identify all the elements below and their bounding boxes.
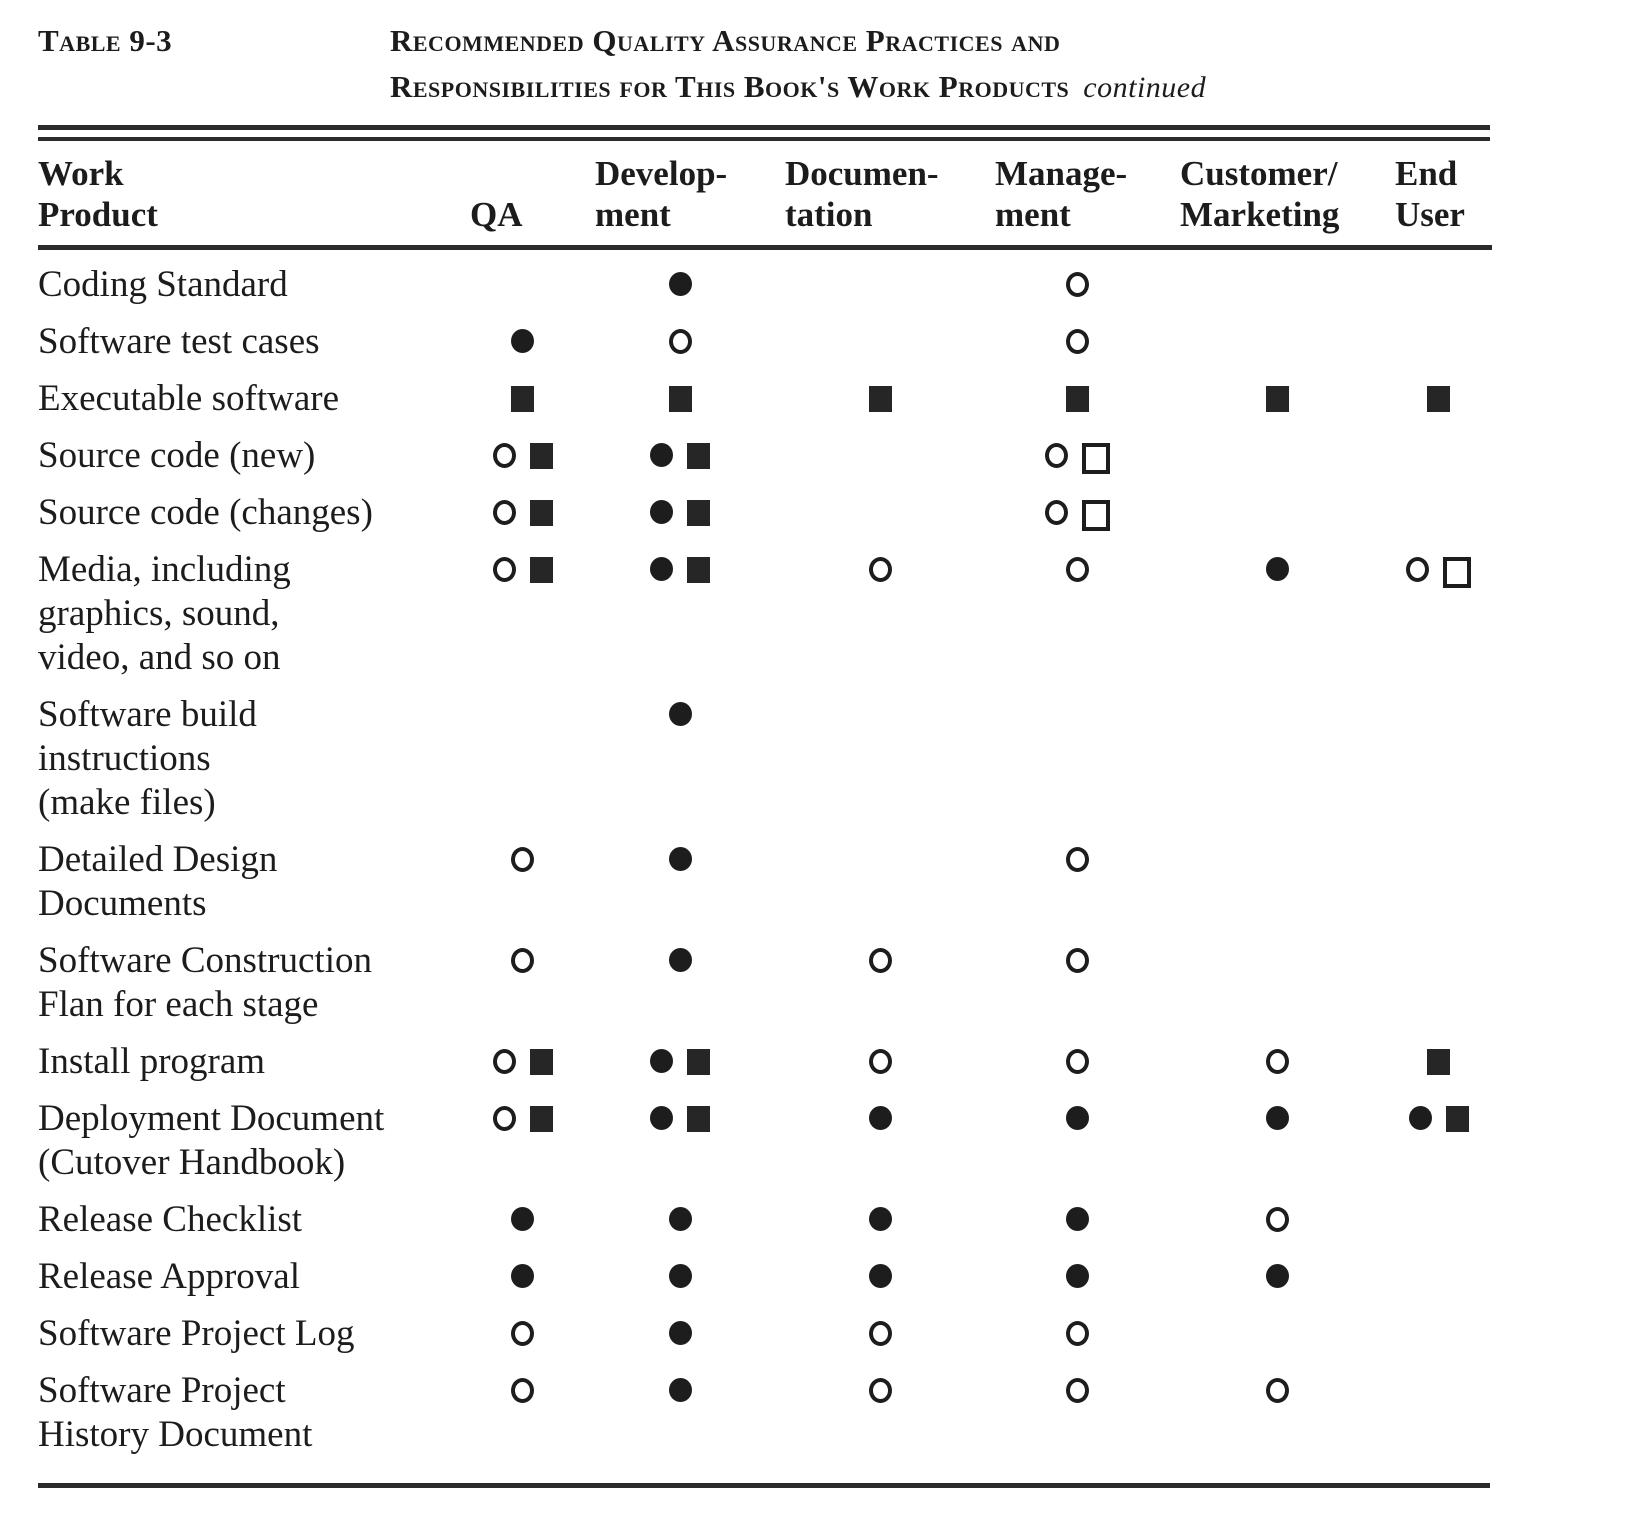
- filled-square-icon: [687, 1049, 710, 1075]
- responsibility-cell: [1385, 1356, 1492, 1457]
- open-circle-icon: [869, 557, 892, 582]
- responsibility-cell: [775, 1242, 985, 1299]
- filled-square-icon: [530, 1049, 553, 1075]
- open-circle-icon: [493, 557, 516, 582]
- responsibility-cell: [460, 364, 585, 421]
- responsibility-cell: [775, 926, 985, 1027]
- responsibility-cell: [585, 1185, 775, 1242]
- table-row: [38, 535, 1492, 680]
- open-circle-icon: [1066, 272, 1089, 297]
- open-circle-icon: [1266, 1378, 1289, 1403]
- work-product-cell: Software test cases: [38, 321, 320, 362]
- filled-square-icon: [687, 1106, 710, 1132]
- filled-circle-icon: [1266, 557, 1289, 581]
- column-header-end-user: End User: [1385, 141, 1492, 248]
- work-product-cell: Release Checklist: [38, 1199, 303, 1240]
- responsibility-cell: [1170, 825, 1385, 926]
- responsibility-cell: [775, 248, 985, 308]
- responsibility-cell: [1385, 825, 1492, 926]
- responsibility-cell: [460, 1084, 585, 1185]
- work-product-cell: Media, including graphics, sound, video, and so on: [38, 549, 291, 678]
- filled-square-icon: [530, 443, 553, 469]
- filled-square-icon: [1266, 386, 1289, 412]
- filled-circle-icon: [511, 329, 534, 353]
- table-title-line2: Responsibilities for This Book's Work Products continued: [390, 69, 1207, 104]
- responsibility-cell: [460, 1356, 585, 1457]
- filled-circle-icon: [1066, 1106, 1089, 1130]
- work-product-cell: Release Approval: [38, 1256, 300, 1297]
- work-product-cell: Source code (changes): [38, 492, 373, 533]
- responsibility-cell: [1170, 1084, 1385, 1185]
- responsibility-cell: [585, 825, 775, 926]
- table-row: [38, 825, 1492, 926]
- open-circle-icon: [1066, 948, 1089, 973]
- responsibility-cell: [1385, 680, 1492, 825]
- responsibility-cell: [1385, 248, 1492, 308]
- table-row: [38, 364, 1492, 421]
- responsibility-cell: [985, 1027, 1170, 1084]
- responsibility-cell: [585, 1299, 775, 1356]
- filled-square-icon: [530, 1106, 553, 1132]
- filled-circle-icon: [669, 1378, 692, 1402]
- filled-circle-icon: [869, 1264, 892, 1288]
- column-header-customer-marketing: Customer/ Marketing: [1170, 141, 1385, 248]
- table-title-line1: Recommended Quality Assurance Practices and: [390, 23, 1061, 58]
- work-product-cell: Software build instructions (make files): [38, 694, 257, 823]
- filled-circle-icon: [669, 1207, 692, 1231]
- responsibility-cell: [985, 1185, 1170, 1242]
- responsibility-cell: [985, 248, 1170, 308]
- responsibility-cell: [775, 1356, 985, 1457]
- filled-circle-icon: [650, 1106, 673, 1130]
- open-circle-icon: [493, 1106, 516, 1131]
- responsibility-cell: [985, 1084, 1170, 1185]
- responsibility-cell: [460, 926, 585, 1027]
- open-circle-icon: [1045, 500, 1068, 525]
- responsibility-cell: [585, 1242, 775, 1299]
- responsibility-cell: [460, 1027, 585, 1084]
- open-square-icon: [1082, 500, 1110, 531]
- open-circle-icon: [1066, 329, 1089, 354]
- responsibility-cell: [775, 680, 985, 825]
- filled-square-icon: [687, 500, 710, 526]
- responsibility-cell: [585, 680, 775, 825]
- responsibility-cell: [775, 1084, 985, 1185]
- filled-circle-icon: [511, 1207, 534, 1231]
- open-circle-icon: [493, 443, 516, 468]
- responsibility-cell: [1385, 535, 1492, 680]
- responsibility-cell: [585, 1356, 775, 1457]
- responsibility-cell: [1170, 1027, 1385, 1084]
- responsibility-cell: [1385, 926, 1492, 1027]
- filled-square-icon: [869, 386, 892, 412]
- filled-square-icon: [530, 500, 553, 526]
- responsibility-cell: [1170, 478, 1385, 535]
- work-product-cell: Executable software: [38, 378, 339, 419]
- open-circle-icon: [493, 1049, 516, 1074]
- responsibility-cell: [775, 364, 985, 421]
- responsibility-cell: [985, 825, 1170, 926]
- work-product-cell: Software Construction Flan for each stage: [38, 940, 372, 1025]
- responsibility-cell: [1170, 307, 1385, 364]
- top-double-rule: [38, 125, 1490, 141]
- open-circle-icon: [1406, 557, 1429, 582]
- open-circle-icon: [1066, 1049, 1089, 1074]
- responsibility-cell: [985, 364, 1170, 421]
- open-circle-icon: [493, 500, 516, 525]
- open-circle-icon: [869, 1321, 892, 1346]
- open-circle-icon: [669, 329, 692, 354]
- responsibility-cell: [1170, 1356, 1385, 1457]
- table-title: [390, 18, 1206, 111]
- table-row: [38, 680, 1492, 825]
- responsibility-cell: [985, 421, 1170, 478]
- open-circle-icon: [1266, 1049, 1289, 1074]
- responsibility-cell: [1385, 364, 1492, 421]
- table-row: [38, 1242, 1492, 1299]
- responsibility-cell: [775, 825, 985, 926]
- responsibility-cell: [1170, 926, 1385, 1027]
- column-header-qa: QA: [460, 141, 585, 248]
- filled-circle-icon: [1409, 1106, 1432, 1130]
- column-header-documentation: Documen- tation: [775, 141, 985, 248]
- filled-circle-icon: [669, 1321, 692, 1345]
- table-row: [38, 248, 1492, 308]
- responsibility-cell: [1385, 307, 1492, 364]
- responsibility-cell: [460, 1242, 585, 1299]
- responsibility-cell: [1385, 1027, 1492, 1084]
- responsibility-cell: [460, 478, 585, 535]
- column-header-work-product: Work Product: [38, 141, 460, 248]
- filled-square-icon: [1427, 1049, 1450, 1075]
- responsibility-cell: [985, 535, 1170, 680]
- table-row: [38, 1299, 1492, 1356]
- table-row: [38, 307, 1492, 364]
- work-product-cell: Install program: [38, 1041, 266, 1082]
- responsibility-cell: [460, 421, 585, 478]
- responsibility-cell: [985, 1299, 1170, 1356]
- responsibility-cell: [775, 1027, 985, 1084]
- filled-square-icon: [1066, 386, 1089, 412]
- responsibility-cell: [985, 926, 1170, 1027]
- table-row: [38, 1084, 1492, 1185]
- filled-square-icon: [530, 557, 553, 583]
- header-row: [38, 141, 1492, 248]
- work-product-cell: Detailed Design Documents: [38, 839, 278, 924]
- filled-circle-icon: [669, 702, 692, 726]
- open-circle-icon: [511, 1378, 534, 1403]
- open-square-icon: [1443, 557, 1471, 588]
- work-product-cell: Software Project History Document: [38, 1370, 313, 1455]
- open-circle-icon: [869, 1049, 892, 1074]
- responsibility-cell: [585, 421, 775, 478]
- responsibility-cell: [585, 364, 775, 421]
- open-circle-icon: [511, 1321, 534, 1346]
- filled-square-icon: [511, 386, 534, 412]
- filled-circle-icon: [650, 443, 673, 467]
- responsibility-cell: [1170, 248, 1385, 308]
- work-product-cell: Deployment Document (Cutover Handbook): [38, 1098, 385, 1183]
- responsibility-cell: [460, 307, 585, 364]
- responsibility-cell: [585, 1084, 775, 1185]
- responsibility-cell: [460, 535, 585, 680]
- table-row: [38, 1027, 1492, 1084]
- filled-circle-icon: [1266, 1264, 1289, 1288]
- responsibility-cell: [585, 307, 775, 364]
- filled-circle-icon: [669, 1264, 692, 1288]
- filled-circle-icon: [650, 500, 673, 524]
- filled-circle-icon: [669, 847, 692, 871]
- responsibility-cell: [775, 535, 985, 680]
- responsibility-cell: [1170, 421, 1385, 478]
- table-caption: [38, 18, 1490, 111]
- work-product-cell: Source code (new): [38, 435, 316, 476]
- responsibility-cell: [1385, 478, 1492, 535]
- responsibility-cell: [1170, 1299, 1385, 1356]
- filled-square-icon: [687, 557, 710, 583]
- responsibility-cell: [1170, 1185, 1385, 1242]
- responsibility-cell: [585, 1027, 775, 1084]
- responsibility-cell: [585, 535, 775, 680]
- open-circle-icon: [1266, 1207, 1289, 1232]
- filled-square-icon: [687, 443, 710, 469]
- filled-circle-icon: [669, 272, 692, 296]
- responsibility-cell: [985, 1356, 1170, 1457]
- column-header-management: Manage- ment: [985, 141, 1170, 248]
- responsibility-cell: [1170, 364, 1385, 421]
- table-row: [38, 478, 1492, 535]
- filled-square-icon: [1427, 386, 1450, 412]
- work-product-cell: Coding Standard: [38, 264, 288, 305]
- responsibility-cell: [460, 680, 585, 825]
- table-row: [38, 1356, 1492, 1457]
- open-circle-icon: [1066, 847, 1089, 872]
- open-square-icon: [1082, 443, 1110, 474]
- responsibility-cell: [1385, 421, 1492, 478]
- filled-circle-icon: [650, 557, 673, 581]
- filled-square-icon: [669, 386, 692, 412]
- work-product-cell: Software Project Log: [38, 1313, 355, 1354]
- responsibility-cell: [775, 478, 985, 535]
- responsibility-cell: [985, 1242, 1170, 1299]
- responsibility-cell: [1385, 1299, 1492, 1356]
- table-row: [38, 421, 1492, 478]
- responsibility-cell: [460, 1299, 585, 1356]
- responsibility-cell: [585, 478, 775, 535]
- responsibility-cell: [1385, 1185, 1492, 1242]
- filled-circle-icon: [1066, 1264, 1089, 1288]
- open-circle-icon: [511, 847, 534, 872]
- open-circle-icon: [1066, 1378, 1089, 1403]
- filled-circle-icon: [869, 1207, 892, 1231]
- bottom-rule: [38, 1483, 1490, 1488]
- open-circle-icon: [1045, 443, 1068, 468]
- column-header-development: Develop- ment: [585, 141, 775, 248]
- filled-circle-icon: [1066, 1207, 1089, 1231]
- table-row: [38, 1185, 1492, 1242]
- responsibility-cell: [460, 825, 585, 926]
- responsibility-cell: [985, 680, 1170, 825]
- filled-circle-icon: [511, 1264, 534, 1288]
- responsibility-cell: [1170, 1242, 1385, 1299]
- responsibility-cell: [1170, 680, 1385, 825]
- open-circle-icon: [511, 948, 534, 973]
- responsibility-cell: [775, 1299, 985, 1356]
- table-row: [38, 926, 1492, 1027]
- filled-circle-icon: [650, 1049, 673, 1073]
- responsibility-cell: [1170, 535, 1385, 680]
- responsibility-cell: [775, 307, 985, 364]
- filled-circle-icon: [669, 948, 692, 972]
- responsibility-cell: [585, 926, 775, 1027]
- responsibility-cell: [985, 307, 1170, 364]
- responsibility-cell: [775, 421, 985, 478]
- table-number: Table 9-3: [38, 23, 173, 58]
- qa-practices-table: [38, 141, 1492, 1457]
- responsibility-cell: [585, 248, 775, 308]
- responsibility-cell: [460, 248, 585, 308]
- open-circle-icon: [869, 1378, 892, 1403]
- responsibility-cell: [1385, 1084, 1492, 1185]
- open-circle-icon: [1066, 1321, 1089, 1346]
- filled-circle-icon: [869, 1106, 892, 1130]
- responsibility-cell: [775, 1185, 985, 1242]
- filled-square-icon: [1446, 1106, 1469, 1132]
- responsibility-cell: [1385, 1242, 1492, 1299]
- table-title-continued: continued: [1083, 71, 1207, 104]
- open-circle-icon: [1066, 557, 1089, 582]
- filled-circle-icon: [1266, 1106, 1289, 1130]
- open-circle-icon: [869, 948, 892, 973]
- responsibility-cell: [460, 1185, 585, 1242]
- responsibility-cell: [985, 478, 1170, 535]
